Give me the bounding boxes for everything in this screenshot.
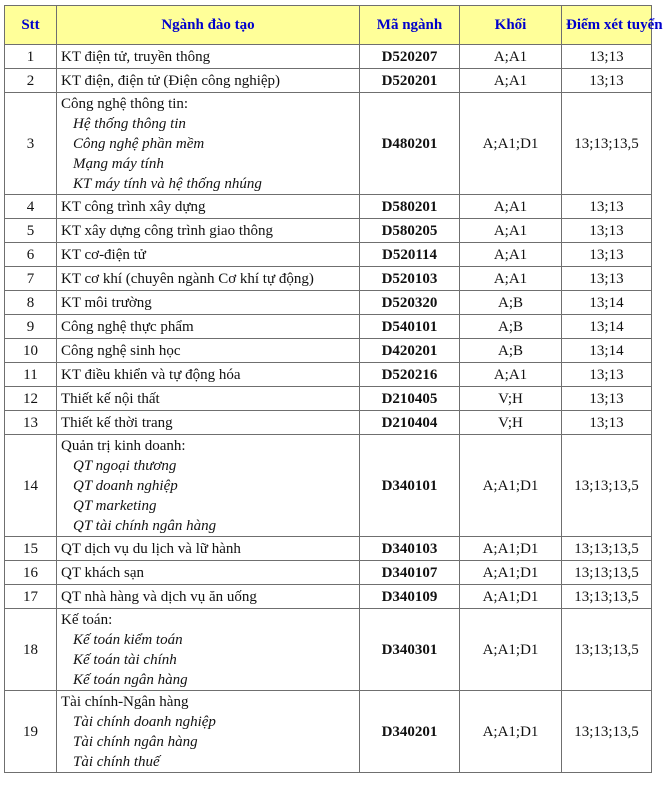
major-title: KT cơ-điện tử [61,246,146,263]
header-row [5,6,652,45]
cell-block: A;A1 [460,363,562,387]
cell-code: D340107 [360,561,460,585]
sub-major-item: Hệ thống thông tin [73,115,186,132]
sub-major-list [61,630,355,690]
table-row [5,339,652,363]
sub-major-item: Tài chính thuế [73,753,160,770]
cell-major [57,363,360,387]
major-title: Thiết kế thời trang [61,414,173,431]
cell-major [57,609,360,691]
table-row [5,69,652,93]
cell-code: D520320 [360,291,460,315]
cell-stt: 8 [5,291,57,315]
cell-major [57,93,360,195]
major-title: Thiết kế nội thất [61,390,160,407]
cell-score: 13;13;13,5 [562,93,652,195]
major-title: KT công trình xây dựng [61,198,206,215]
cell-code: D520201 [360,69,460,93]
table-row [5,537,652,561]
cell-stt: 9 [5,315,57,339]
cell-code: D520207 [360,45,460,69]
sub-major-item: Kế toán kiểm toán [73,631,183,648]
major-title: QT khách sạn [61,564,145,581]
table-row [5,387,652,411]
cell-block: A;A1 [460,69,562,93]
cell-score: 13;13;13,5 [562,609,652,691]
sub-major-item: QT doanh nghiệp [73,477,178,494]
cell-code: D520103 [360,267,460,291]
table-row [5,435,652,537]
cell-major [57,387,360,411]
cell-block: A;A1;D1 [460,537,562,561]
table-row [5,691,652,773]
table-row [5,267,652,291]
cell-stt: 13 [5,411,57,435]
cell-major [57,267,360,291]
cell-code: D340101 [360,435,460,537]
cell-stt: 7 [5,267,57,291]
cell-score: 13;14 [562,291,652,315]
cell-block: A;A1 [460,195,562,219]
major-title: KT cơ khí (chuyên ngành Cơ khí tự động) [61,270,314,287]
sub-major-item: Kế toán ngân hàng [73,671,188,688]
table-row [5,45,652,69]
table-header [5,6,663,45]
cell-block: A;A1 [460,219,562,243]
major-title: QT dịch vụ du lịch và lữ hành [61,540,241,557]
sub-major-list [61,114,355,194]
major-title: Công nghệ thực phẩm [61,318,194,335]
cell-score: 13;13 [562,267,652,291]
sub-major-item: QT tài chính ngân hàng [73,517,217,534]
major-title: KT môi trường [61,294,152,311]
major-title: KT điện tử, truyền thông [61,48,211,65]
cell-major [57,691,360,773]
header-score: Điểm xét tuyển [562,6,652,45]
cell-major [57,339,360,363]
cell-major [57,243,360,267]
major-title: KT điện, điện tử (Điện công nghiệp) [61,72,281,89]
cell-block: A;A1;D1 [460,561,562,585]
cell-code: D420201 [360,339,460,363]
table-row [5,609,652,691]
header-block: Khối [460,6,562,45]
major-title: Quản trị kinh doanh: [61,437,186,454]
cell-score: 13;13;13,5 [562,585,652,609]
cell-stt: 3 [5,93,57,195]
cell-stt: 1 [5,45,57,69]
cell-score: 13;13 [562,363,652,387]
table-row [5,219,652,243]
header-stt: Stt [5,6,57,45]
cell-score: 13;13 [562,243,652,267]
cell-stt: 11 [5,363,57,387]
cell-major [57,291,360,315]
cell-major [57,585,360,609]
cell-code: D340201 [360,691,460,773]
table-row [5,291,652,315]
cell-block: A;A1;D1 [460,585,562,609]
cell-code: D480201 [360,93,460,195]
sub-major-list [61,456,355,536]
cell-block: A;B [460,315,562,339]
cell-stt: 18 [5,609,57,691]
sub-major-item: QT marketing [73,497,157,514]
cell-code: D340301 [360,609,460,691]
cell-major [57,315,360,339]
table-row [5,195,652,219]
cell-block: A;A1 [460,243,562,267]
cell-code: D340103 [360,537,460,561]
major-title: Công nghệ thông tin: [61,95,189,112]
cell-block: A;A1 [460,267,562,291]
sub-major-item: Kế toán tài chính [73,651,177,668]
cell-major [57,561,360,585]
cell-score: 13;14 [562,315,652,339]
cell-block: A;A1;D1 [460,609,562,691]
cell-block: A;A1;D1 [460,691,562,773]
table-row [5,243,652,267]
sub-major-item: QT ngoại thương [73,457,177,474]
sub-major-item: KT máy tính và hệ thống nhúng [73,175,262,192]
cell-score: 13;13 [562,69,652,93]
cell-block: V;H [460,411,562,435]
cell-score: 13;13 [562,195,652,219]
cell-code: D520216 [360,363,460,387]
cell-score: 13;14 [562,339,652,363]
cell-block: A;B [460,291,562,315]
sub-major-item: Mạng máy tính [73,155,164,172]
cell-score: 13;13 [562,387,652,411]
table-row [5,315,652,339]
cell-block: A;A1;D1 [460,435,562,537]
table-row [5,363,652,387]
sub-major-item: Tài chính doanh nghiệp [73,713,216,730]
cell-stt: 10 [5,339,57,363]
table-row [5,93,652,195]
admissions-table [4,5,663,773]
cell-major [57,219,360,243]
cell-score: 13;13;13,5 [562,561,652,585]
cell-stt: 17 [5,585,57,609]
sub-major-list [61,712,355,772]
cell-stt: 2 [5,69,57,93]
major-title: Công nghệ sinh học [61,342,181,359]
cell-stt: 14 [5,435,57,537]
table-row [5,585,652,609]
cell-code: D210405 [360,387,460,411]
cell-score: 13;13 [562,45,652,69]
cell-score: 13;13;13,5 [562,691,652,773]
cell-block: A;A1 [460,45,562,69]
cell-code: D540101 [360,315,460,339]
major-title: QT nhà hàng và dịch vụ ăn uống [61,588,257,605]
cell-major [57,435,360,537]
cell-block: V;H [460,387,562,411]
cell-stt: 12 [5,387,57,411]
cell-major [57,195,360,219]
cell-stt: 5 [5,219,57,243]
cell-major [57,411,360,435]
cell-block: A;B [460,339,562,363]
major-title: Kế toán: [61,611,113,628]
cell-score: 13;13 [562,219,652,243]
cell-code: D580201 [360,195,460,219]
cell-major [57,45,360,69]
cell-stt: 4 [5,195,57,219]
cell-stt: 15 [5,537,57,561]
cell-score: 13;13;13,5 [562,537,652,561]
cell-major [57,537,360,561]
table-row [5,411,652,435]
header-major: Ngành đào tạo [57,6,360,45]
major-title: Tài chính-Ngân hàng [61,693,189,710]
cell-score: 13;13 [562,411,652,435]
cell-stt: 16 [5,561,57,585]
cell-major [57,69,360,93]
sub-major-item: Tài chính ngân hàng [73,733,198,750]
major-title: KT xây dựng công trình giao thông [61,222,273,239]
cell-code: D340109 [360,585,460,609]
cell-stt: 19 [5,691,57,773]
cell-stt: 6 [5,243,57,267]
sub-major-item: Công nghệ phần mềm [73,135,205,152]
cell-score: 13;13;13,5 [562,435,652,537]
table-row [5,561,652,585]
major-title: KT điều khiển và tự động hóa [61,366,241,383]
cell-code: D520114 [360,243,460,267]
cell-block: A;A1;D1 [460,93,562,195]
header-code: Mã ngành [360,6,460,45]
cell-code: D580205 [360,219,460,243]
cell-code: D210404 [360,411,460,435]
table-body [5,45,652,773]
